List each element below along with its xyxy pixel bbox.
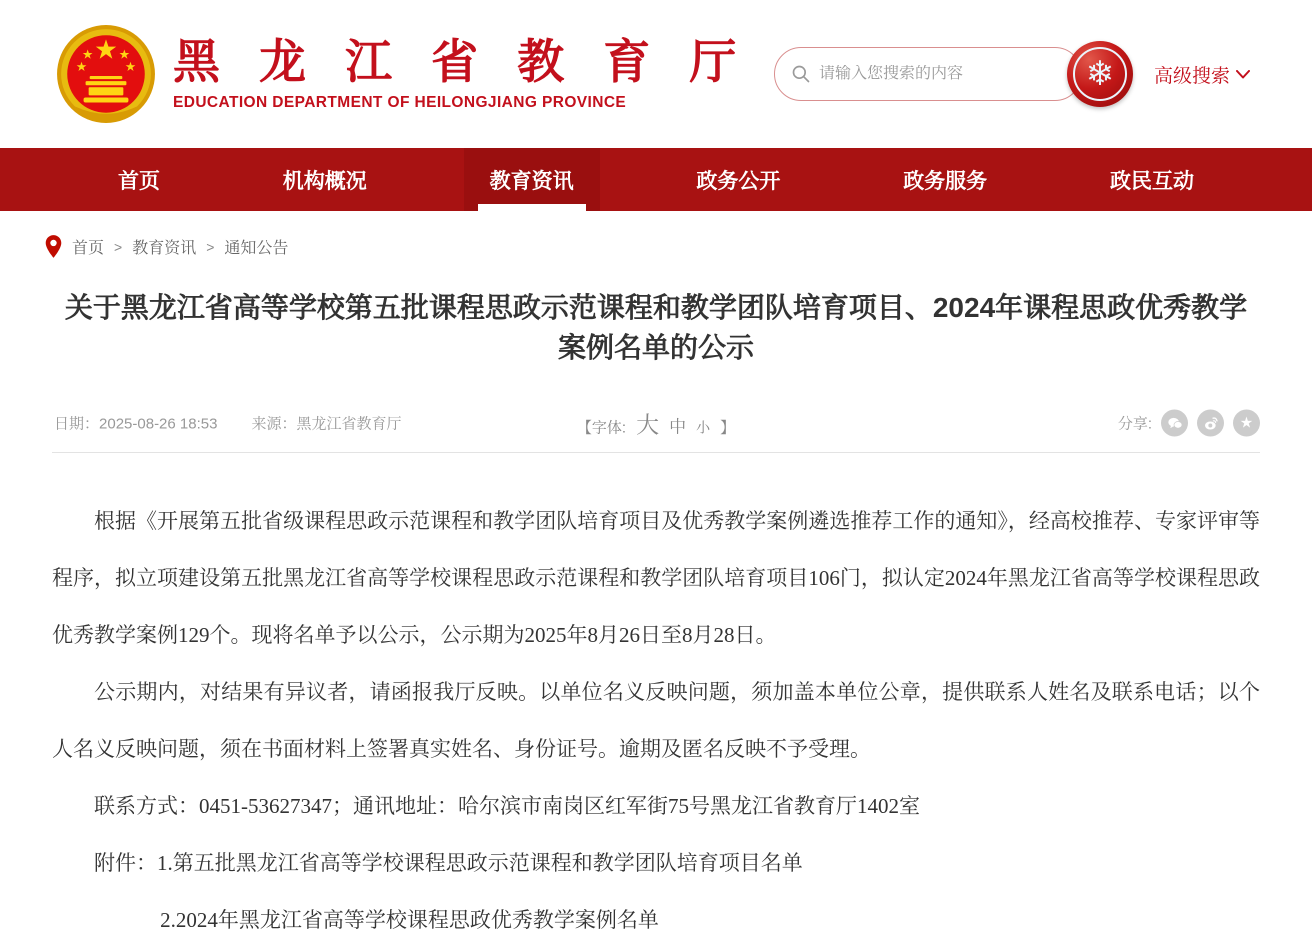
wechat-icon [1167,415,1183,431]
breadcrumb-separator: > [206,238,215,255]
article-meta [52,402,1260,444]
share-widget [1118,410,1260,437]
snowflake-icon: ❄ [1073,47,1127,101]
search-input[interactable] [819,65,1021,83]
search-box [774,47,1115,101]
nav-item-organization[interactable]: 机构概况 [282,169,367,193]
breadcrumb-separator: > [114,238,123,255]
font-size-widget [577,407,735,440]
article-body [52,493,1260,949]
paragraph-contact: 联系方式：0451-53627347；通讯地址：哈尔滨市南岗区红军街75号黑龙江省教育厅1402室 [94,794,920,818]
share-favorite-button[interactable] [1233,410,1260,437]
article-title: 关于黑龙江省高等学校第五批课程思政示范课程和教学团队培育项目、2024年课程思政优秀教学案例名单的公示 [64,292,1248,363]
font-size-open-bracket: 【字体: [576,419,627,437]
font-size-close-bracket: 】 [720,419,736,437]
font-size-small-button[interactable]: 小 [696,419,711,436]
search-submit-button[interactable] [1067,41,1133,107]
nav-item-public-interaction[interactable]: 政民互动 [1109,169,1194,193]
nav-item-gov-services[interactable]: 政务服务 [903,169,988,193]
advanced-search-toggle[interactable] [1154,61,1250,88]
font-size-large-button[interactable]: 大 [636,411,660,438]
attachment-line-2 [52,892,1260,949]
national-emblem-logo [55,23,157,125]
attachments-label: 附件： [94,851,157,875]
chevron-down-icon [1236,70,1250,79]
breadcrumb-notices: 通知公告 [224,240,289,257]
advanced-search-label: 高级搜索 [1153,65,1230,87]
search-area [774,47,1250,101]
main-navigation [0,148,1312,211]
article-date: 日期：2025-08-26 18:53 [54,415,218,433]
nav-item-education-news[interactable]: 教育资讯 [464,148,600,211]
font-size-medium-button[interactable]: 中 [669,417,687,437]
paragraph-intro: 根据《开展第五批省级课程思政示范课程和教学团队培育项目及优秀教学案例遴选推荐工作的通知》，经高校推荐、专家评审等程序，拟立项建设第五批黑龙江省高等学校课程思政示范课程和教学团队培育项目106门，拟认定2024年黑龙江省高等学校课程思政优秀教学案例129个。现将名单予以公示，公示期为2025年8月26日至8月28日。 [52,509,1260,647]
breadcrumb-home[interactable]: 首页 [72,240,105,257]
site-brand [55,23,749,125]
site-header [0,0,1312,148]
share-wechat-button[interactable] [1161,410,1188,437]
meta-divider [52,452,1260,453]
search-icon [791,64,811,84]
nav-item-gov-disclosure[interactable]: 政务公开 [696,169,781,193]
brand-text [173,36,749,112]
article-meta-left [54,413,401,434]
attachment-line-1 [52,835,1260,892]
star-icon: ★ [1239,414,1254,432]
paragraph-objection: 公示期内，对结果有异议者，请函报我厅反映。以单位名义反映问题，须加盖本单位公章，提供联系人姓名及联系电话；以个人名义反映问题，须在书面材料上签署真实姓名、身份证号。逾期及匿名反映不予受理。 [52,680,1260,761]
attachment-link-1[interactable]: 1.第五批黑龙江省高等学校课程思政示范课程和教学团队培育项目名单 [157,851,803,875]
location-pin-icon [45,235,62,258]
article-source: 来源：黑龙江省教育厅 [251,415,402,433]
breadcrumb [45,211,1267,264]
breadcrumb-education-news[interactable]: 教育资讯 [132,240,197,257]
share-weibo-button[interactable] [1197,410,1224,437]
share-label: 分享: [1117,415,1152,433]
weibo-icon [1203,415,1219,431]
article [52,288,1260,949]
nav-item-home[interactable]: 首页 [118,169,160,193]
site-title: 黑 龙 江 省 教 育 厅 [173,35,750,89]
site-title-english: EDUCATION DEPARTMENT OF HEILONGJIANG PROVINCE [173,93,627,111]
attachment-link-2[interactable]: 2.2024年黑龙江省高等学校课程思政优秀教学案例名单 [160,908,659,932]
